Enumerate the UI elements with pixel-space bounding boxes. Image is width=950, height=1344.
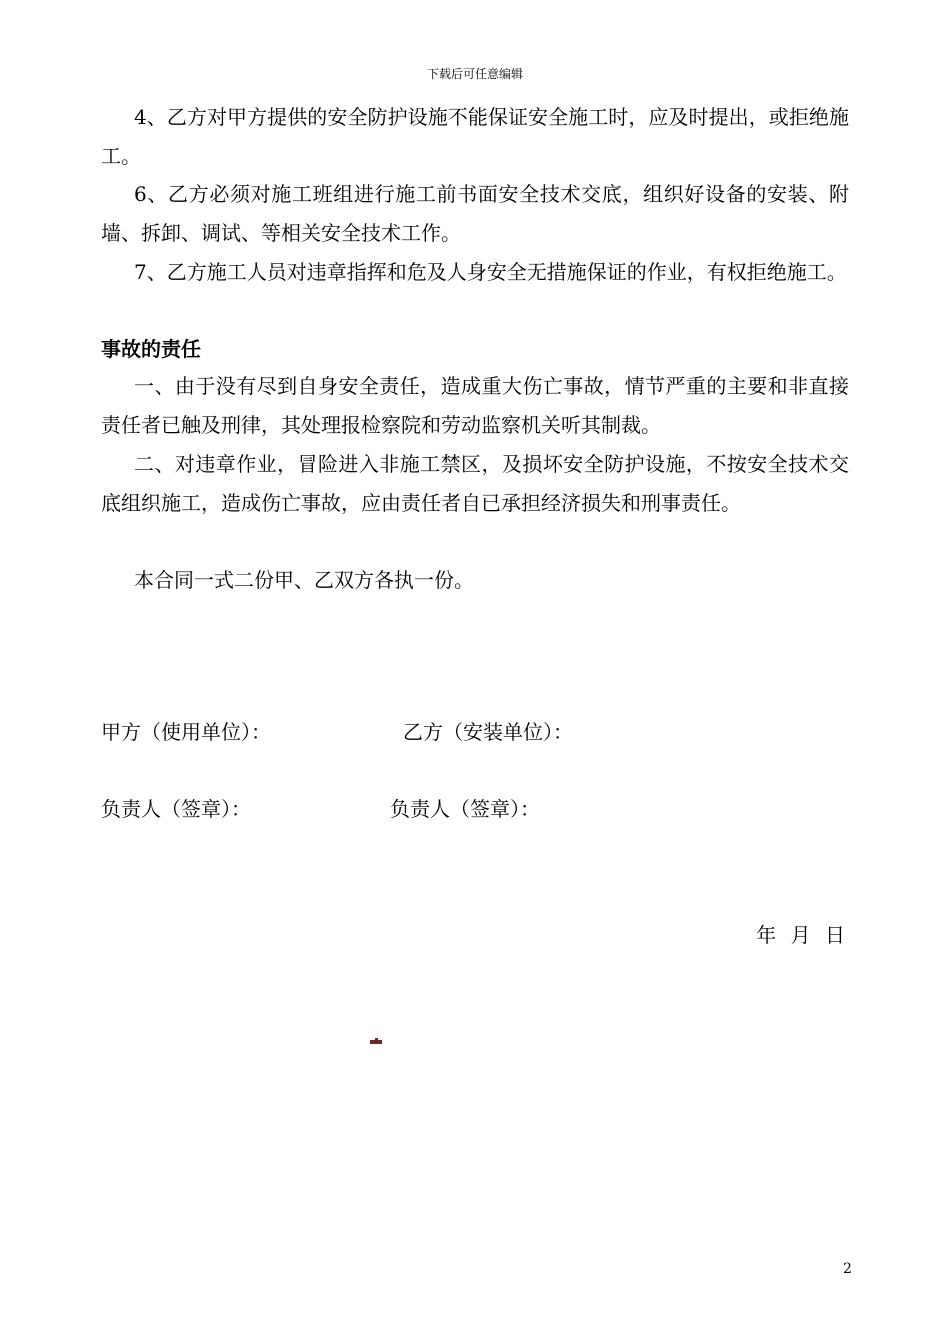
clause-7-paragraph: 7、乙方施工人员对违章指挥和危及人身安全无措施保证的作业，有权拒绝施工。 <box>134 260 847 284</box>
page-number: 2 <box>843 1261 852 1277</box>
date-line: 年 月 日 <box>756 923 849 947</box>
small-mark-icon <box>370 1038 382 1044</box>
party-a-signatory-label: 负责人（签章）： <box>101 797 251 821</box>
party-a-label: 甲方（使用单位）： <box>101 720 271 744</box>
page-header: 下载后可任意编辑 <box>426 67 523 81</box>
clause-4-paragraph: 4、乙方对甲方提供的安全防护设施不能保证安全施工时，应及时提出，或拒绝施工。 <box>101 105 849 168</box>
copies-paragraph: 本合同一式二份甲、乙双方各执一份。 <box>134 568 474 592</box>
liability-paragraph-1: 一、由于没有尽到自身安全责任，造成重大伤亡事故，情节严重的主要和非直接责任者已触及刑律，其处理报检察院和劳动监察机关听其制裁。 <box>101 374 849 437</box>
clause-6-paragraph: 6、乙方必须对施工班组进行施工前书面安全技术交底，组织好设备的安装、附墙、拆卸、调试、等相关安全技术工作。 <box>101 182 849 245</box>
section-heading: 事故的责任 <box>101 337 201 361</box>
liability-paragraph-2: 二、对违章作业，冒险进入非施工禁区，及损坏安全防护设施，不按安全技术交底组织施工，造成伤亡事故，应由责任者自已承担经济损失和刑事责任。 <box>101 452 849 515</box>
party-b-label: 乙方（安装单位）： <box>403 720 573 744</box>
party-b-signatory-label: 负责人（签章）： <box>390 797 540 821</box>
